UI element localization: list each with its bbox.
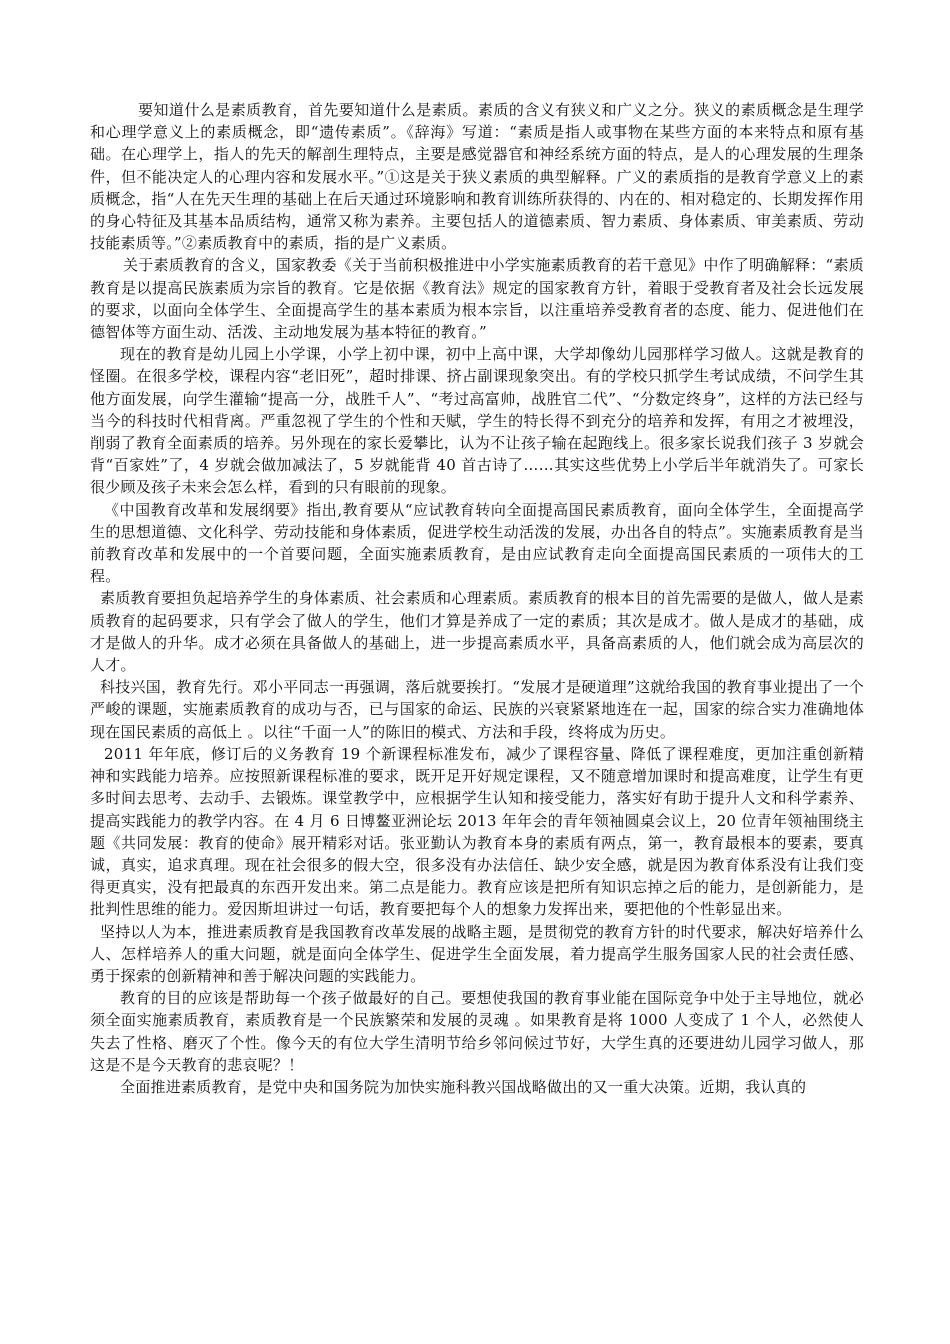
paragraph-current-education: 现在的教育是幼儿园上小学课，小学上初中课，初中上高中课，大学却像幼儿园那样学习做人。这就是教育的怪圈。在很多学校，课程内容“老旧死”，超时排课、挤占副课现象突出。有的学校只抓学生考试成绩，不问学生其他方面发展，向学生灌输“提高一分，战胜千人”、“考过高富帅，战胜官二代”、“分数定终身”，这样的方法已经与当今的科技时代相背离。严重忽视了学生的个性和天赋，学生的特长得不到充分的培养和发挥，有用之才被埋没，削弱了教育全面素质的培养。另外现在的家长爱攀比，认为不让孩子输在起跑线上。很多家长说我们孩子 3 岁就会背“百家姓”了，4 岁就会做加减法了，5 岁就能背 40 首古诗了……其实这些优势上小学后半年就消失了。可家长很少顾及孩子未来会怎么样，看到的只有眼前的现象。 — [90, 345, 864, 497]
document-body — [90, 99, 864, 1098]
paragraph-curriculum-standards: 2011 年年底，修订后的义务教育 19 个新课程标准发布，减少了课程容量、降低了课程难度，更加注重创新精神和实践能力培养。应按照新课程标准的要求，既开足开好规定课程，又不随意增加课时和提高难度，让学生有更多时间去思考、去动手、去锻炼。课堂教学中，应根据学生认知和接受能力，落实好有助于提升人文和科学素养、提高实践能力的教学内容。在 4 月 6 日博鳌亚洲论坛 2013 年年会的青年领袖圆桌会议上，20 位青年领袖围绕主题《共同发展：教育的使命》展开精彩对话。张亚勤认为教育本身的素质有两点，第一，教育最根本的要素，要真诚，真实，追求真理。现在社会很多的假大空，很多没有办法信任、缺少安全感，就是因为教育体系没有让我们变得更真实，没有把最真的东西开发出来。第二点是能力。教育应该是把所有知识忘掉之后的能力，是创新能力，是批判性思维的能力。爱因斯坦讲过一句话，教育要把每个人的想象力发挥出来，要把他的个性彰显出来。 — [90, 744, 864, 919]
paragraph-suzhi-jiaoyu-meaning: 关于素质教育的含义，国家教委《关于当前积极推进中小学实施素质教育的若干意见》中作了明确解释：“素质教育是以提高民族素质为宗旨的教育。它是依据《教育法》规定的国家教育方针，着眼于受教育者及社会长远发展的要求，以面向全体学生、全面提高学生的基本素质为根本宗旨，以注重培养受教育者的态度、能力、促进他们在德智体等方面生动、活泼、主动地发展为基本特征的教育。” — [90, 256, 864, 342]
paragraph-education-purpose: 教育的目的应该是帮助每一个孩子做最好的自己。要想使我国的教育事业能在国际竞争中处于主导地位，就必须全面实施素质教育，素质教育是一个民族繁荣和发展的灵魂 。如果教育是将 1000 人变成了 1 个人，必然使人失去了性格、磨灭了个性。像今天的有位大学生清明节给乡邻问候过节好，大学生真的还要进幼儿园学习做人，那这是不是今天教育的悲哀呢？！ — [90, 989, 864, 1074]
paragraph-reform-outline: 《中国教育改革和发展纲要》指出,教育要从“应试教育转向全面提高国民素质教育，面向全体学生，全面提高学生的思想道德、文化科学、劳动技能和身体素质，促进学校生动活泼的发展，办出各自的特点”。实施素质教育是当前教育改革和发展中的一个首要问题，全面实施素质教育，是由应试教育走向全面提高国民素质的一项伟大的工程。 — [90, 500, 864, 586]
paragraph-suzhi-definition: 要知道什么是素质教育，首先要知道什么是素质。素质的含义有狭义和广义之分。狭义的素质概念是生理学和心理学意义上的素质概念，即“遗传素质”。《辞海》写道：“素质是指人或事物在某些方面的本来特点和原有基础。在心理学上，指人的先天的解剖生理特点，主要是感觉器官和神经系统方面的特点，是人的心理发展的生理条件，但不能决定人的心理内容和发展水平。”①这是关于狭义素质的典型解释。广义的素质指的是教育学意义上的素质概念，指“人在先天生理的基础上在后天通过环境影响和教育训练所获得的、内在的、相对稳定的、长期发挥作用的身心特征及其基本品质结构，通常又称为素养。主要包括人的道德素质、智力素质、身体素质、审美素质、劳动技能素质等。”②素质教育中的素质，指的是广义素质。 — [90, 101, 864, 253]
paragraph-person-and-talent: 素质教育要担负起培养学生的身体素质、社会素质和心理素质。素质教育的根本目的首先需要的是做人，做人是素质教育的起码要求，只有学会了做人的学生，他们才算是养成了一定的素质；其次是成才。做人是成才的基础，成才是做人的升华。成才必须在具备做人的基础上，进一步提高素质水平，具备高素质的人，他们就会成为高层次的人才。 — [90, 589, 864, 675]
paragraph-people-oriented: 坚持以人为本，推进素质教育是我国教育改革发展的战略主题，是贯彻党的教育方针的时代要求，解决好培养什么人、怎样培养人的重大问题，就是面向全体学生、促进学生全面发展，着力提高学生服务国家人民的社会责任感、勇于探索的创新精神和善于解决问题的实践能力。 — [90, 922, 864, 985]
paragraph-science-education: 科技兴国，教育先行。邓小平同志一再强调，落后就要挨打。“发展才是硬道理”这就给我国的教育事业提出了一个严峻的课题，实施素质教育的成功与否，已与国家的命运、民族的兴衰紧紧地连在一起，国家的综合实力准确地体现在国民素质的高低上 。以往“千面一人”的陈旧的模式、方法和手段，终将成为历史。 — [90, 678, 864, 741]
paragraph-comprehensive-promotion: 全面推进素质教育，是党中央和国务院为加快实施科教兴国战略做出的又一重大决策。近期，我认真的 — [120, 1077, 807, 1096]
